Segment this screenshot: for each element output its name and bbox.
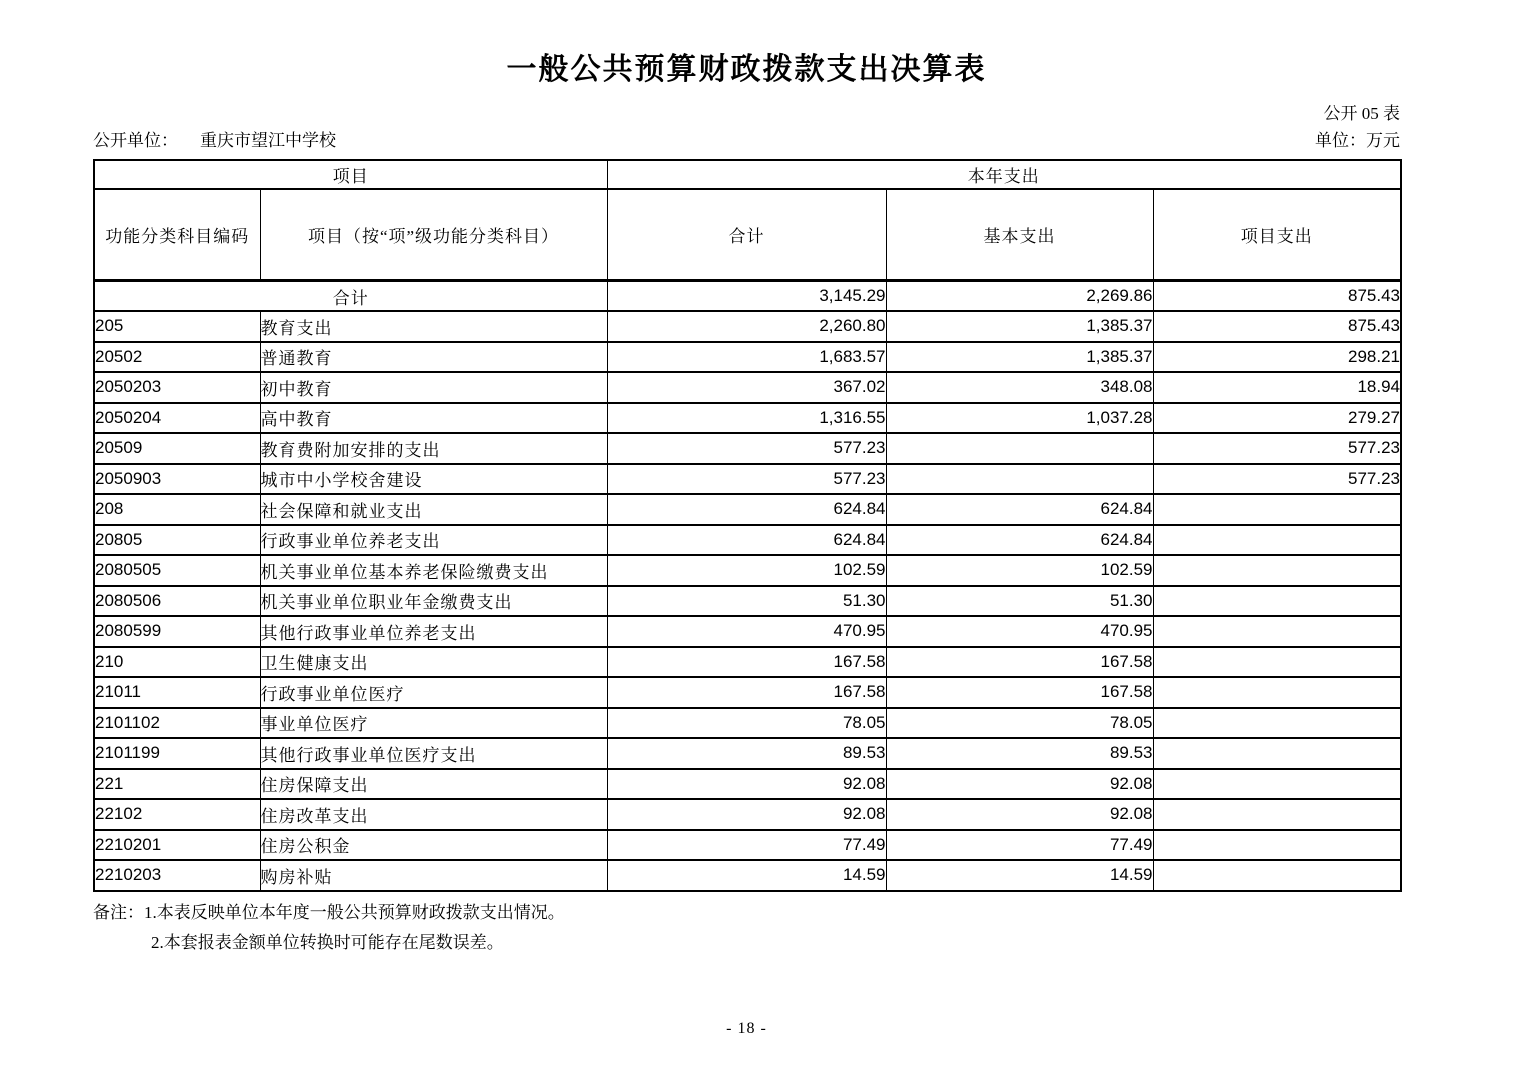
cell-project [1153, 708, 1401, 739]
cell-item-name: 其他行政事业单位养老支出 [260, 616, 607, 647]
table-body [94, 281, 1401, 891]
cell-project: 577.23 [1153, 433, 1401, 464]
cell-function-code: 210 [94, 647, 260, 678]
cell-function-code: 2080599 [94, 616, 260, 647]
cell-total: 577.23 [607, 433, 886, 464]
total-row-basic: 2,269.86 [886, 281, 1153, 312]
table-row [94, 586, 1401, 617]
cell-function-code: 2210201 [94, 830, 260, 861]
cell-total: 77.49 [607, 830, 886, 861]
cell-item-name: 机关事业单位基本养老保险缴费支出 [260, 555, 607, 586]
table-row [94, 525, 1401, 556]
table-row [94, 769, 1401, 800]
cell-total: 2,260.80 [607, 311, 886, 342]
expenditure-table [93, 159, 1402, 892]
cell-total: 167.58 [607, 647, 886, 678]
cell-item-name: 事业单位医疗 [260, 708, 607, 739]
unit-name: 重庆市望江中学校 [200, 131, 336, 150]
cell-item-name: 购房补贴 [260, 860, 607, 891]
table-row [94, 403, 1401, 434]
cell-total: 89.53 [607, 738, 886, 769]
cell-basic: 624.84 [886, 494, 1153, 525]
note-line-2: 2.本套报表金额单位转换时可能存在尾数误差。 [151, 932, 504, 952]
cell-project: 18.94 [1153, 372, 1401, 403]
cell-project [1153, 586, 1401, 617]
cell-basic: 167.58 [886, 677, 1153, 708]
cell-item-name: 教育支出 [260, 311, 607, 342]
cell-function-code: 2101102 [94, 708, 260, 739]
cell-basic: 1,037.28 [886, 403, 1153, 434]
table-row [94, 708, 1401, 739]
table-row [94, 799, 1401, 830]
table-row [94, 677, 1401, 708]
cell-project [1153, 677, 1401, 708]
cell-project [1153, 830, 1401, 861]
cell-total: 92.08 [607, 769, 886, 800]
table-row [94, 647, 1401, 678]
table-row [94, 372, 1401, 403]
cell-project [1153, 525, 1401, 556]
cell-function-code: 208 [94, 494, 260, 525]
disclosing-unit-line [93, 128, 336, 154]
note-line-1 [93, 898, 1400, 928]
cell-project [1153, 555, 1401, 586]
cell-item-name: 教育费附加安排的支出 [260, 433, 607, 464]
cell-function-code: 2080506 [94, 586, 260, 617]
cell-project [1153, 860, 1401, 891]
table-row [94, 494, 1401, 525]
cell-basic: 92.08 [886, 769, 1153, 800]
notes-section [93, 898, 1400, 958]
table-row [94, 738, 1401, 769]
cell-basic: 89.53 [886, 738, 1153, 769]
cell-basic: 167.58 [886, 647, 1153, 678]
cell-item-name: 住房改革支出 [260, 799, 607, 830]
note-text-1: 1.本表反映单位本年度一般公共预算财政拨款支出情况。 [144, 902, 565, 922]
document-page [93, 0, 1400, 1038]
cell-total: 78.05 [607, 708, 886, 739]
cell-function-code: 20502 [94, 342, 260, 373]
page-title: 一般公共预算财政拨款支出决算表 [506, 53, 987, 86]
cell-function-code: 2080505 [94, 555, 260, 586]
table-total-row [94, 281, 1401, 312]
table-row [94, 342, 1401, 373]
cell-item-name: 行政事业单位养老支出 [260, 525, 607, 556]
cell-basic [886, 433, 1153, 464]
cell-item-name: 住房公积金 [260, 830, 607, 861]
table-row [94, 616, 1401, 647]
meta-row [93, 128, 1400, 154]
cell-function-code: 2050203 [94, 372, 260, 403]
cell-project [1153, 647, 1401, 678]
total-row-label: 合计 [94, 281, 607, 312]
cell-basic: 77.49 [886, 830, 1153, 861]
unit-of-measure-label: 单位：万元 [1315, 131, 1400, 150]
cell-total: 1,683.57 [607, 342, 886, 373]
table-row [94, 555, 1401, 586]
cell-function-code: 2210203 [94, 860, 260, 891]
cell-project [1153, 616, 1401, 647]
cell-project: 279.27 [1153, 403, 1401, 434]
cell-basic [886, 464, 1153, 495]
cell-function-code: 21011 [94, 677, 260, 708]
table-row [94, 433, 1401, 464]
cell-function-code: 20509 [94, 433, 260, 464]
cell-total: 1,316.55 [607, 403, 886, 434]
cell-function-code: 221 [94, 769, 260, 800]
header-col-total: 合计 [607, 189, 886, 281]
header-col-item: 项目（按“项”级功能分类科目） [260, 189, 607, 281]
table-row [94, 860, 1401, 891]
cell-total: 470.95 [607, 616, 886, 647]
cell-item-name: 行政事业单位医疗 [260, 677, 607, 708]
cell-project: 577.23 [1153, 464, 1401, 495]
cell-basic: 78.05 [886, 708, 1153, 739]
cell-project [1153, 738, 1401, 769]
cell-item-name: 普通教育 [260, 342, 607, 373]
cell-basic: 1,385.37 [886, 342, 1153, 373]
cell-total: 167.58 [607, 677, 886, 708]
unit-label: 公开单位： [93, 131, 178, 150]
cell-item-name: 城市中小学校舍建设 [260, 464, 607, 495]
cell-total: 367.02 [607, 372, 886, 403]
cell-basic: 102.59 [886, 555, 1153, 586]
cell-function-code: 205 [94, 311, 260, 342]
table-header [94, 160, 1401, 281]
cell-basic: 1,385.37 [886, 311, 1153, 342]
cell-item-name: 住房保障支出 [260, 769, 607, 800]
header-group-row [94, 160, 1401, 189]
header-col-function-code: 功能分类科目编码 [94, 189, 260, 281]
cell-project: 298.21 [1153, 342, 1401, 373]
notes-label: 备注： [93, 902, 144, 922]
cell-item-name: 机关事业单位职业年金缴费支出 [260, 586, 607, 617]
cell-function-code: 2050903 [94, 464, 260, 495]
cell-item-name: 社会保障和就业支出 [260, 494, 607, 525]
cell-function-code: 2101199 [94, 738, 260, 769]
header-col-basic-expenditure: 基本支出 [886, 189, 1153, 281]
cell-item-name: 初中教育 [260, 372, 607, 403]
cell-total: 14.59 [607, 860, 886, 891]
cell-basic: 348.08 [886, 372, 1153, 403]
total-row-total: 3,145.29 [607, 281, 886, 312]
cell-total: 577.23 [607, 464, 886, 495]
cell-basic: 92.08 [886, 799, 1153, 830]
header-label-row [94, 189, 1401, 281]
cell-basic: 51.30 [886, 586, 1153, 617]
cell-function-code: 20805 [94, 525, 260, 556]
table-row [94, 464, 1401, 495]
cell-total: 51.30 [607, 586, 886, 617]
cell-item-name: 高中教育 [260, 403, 607, 434]
cell-basic: 470.95 [886, 616, 1153, 647]
cell-total: 102.59 [607, 555, 886, 586]
header-col-project-expenditure: 项目支出 [1153, 189, 1401, 281]
table-row [94, 311, 1401, 342]
cell-function-code: 22102 [94, 799, 260, 830]
page-number: - 18 - [726, 1019, 767, 1037]
cell-project: 875.43 [1153, 311, 1401, 342]
header-group-current-year-expenditure: 本年支出 [607, 160, 1401, 189]
table-code-label: 公开 05 表 [1323, 104, 1400, 123]
table-row [94, 830, 1401, 861]
cell-total: 624.84 [607, 494, 886, 525]
cell-item-name: 卫生健康支出 [260, 647, 607, 678]
cell-project [1153, 494, 1401, 525]
cell-total: 92.08 [607, 799, 886, 830]
cell-project [1153, 799, 1401, 830]
cell-item-name: 其他行政事业单位医疗支出 [260, 738, 607, 769]
cell-basic: 14.59 [886, 860, 1153, 891]
cell-project [1153, 769, 1401, 800]
header-group-project: 项目 [94, 160, 607, 189]
cell-basic: 624.84 [886, 525, 1153, 556]
cell-function-code: 2050204 [94, 403, 260, 434]
total-row-project: 875.43 [1153, 281, 1401, 312]
cell-total: 624.84 [607, 525, 886, 556]
